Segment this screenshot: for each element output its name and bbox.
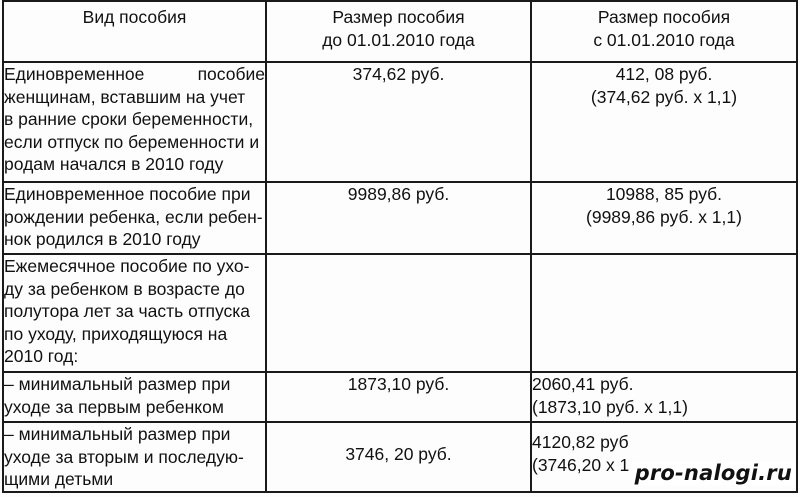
benefit-type-cell <box>3 422 266 492</box>
cell-line: ду за ребенком в возрасте до <box>4 278 245 299</box>
header-line: с 01.01.2010 года <box>593 29 735 50</box>
cell-line: рождении ребенка, если ребен- <box>4 206 263 227</box>
cell-line: родам начался в 2010 году <box>4 154 224 174</box>
cell-line: – минимальный размер при <box>4 374 231 394</box>
cell-line: 3746, 20 руб. <box>345 444 452 464</box>
cell-line: уходе за вторым и последую- <box>4 446 244 467</box>
cell-line: 2060,41 руб. <box>532 374 634 394</box>
amount-after-cell <box>531 62 797 182</box>
cell-line: полутора лет за часть отпуска <box>4 301 251 321</box>
cell-line: уходе за первым ребенком <box>4 396 224 417</box>
cell-line: 1873,10 руб. <box>347 374 450 394</box>
amount-after-cell <box>531 182 797 254</box>
cell-line: 4120,82 руб <box>532 432 629 452</box>
cell-line: нок родился в 2010 году <box>4 229 201 249</box>
header-amount-after <box>531 1 797 62</box>
amount-after-cell <box>531 372 797 422</box>
cell-line: – минимальный размер при <box>4 424 231 444</box>
header-line: Вид пособия <box>82 7 187 27</box>
header-benefit-type <box>3 1 266 62</box>
cell-line: Единовременное пособие <box>4 64 265 84</box>
cell-line: 2010 год: <box>4 346 79 366</box>
cell-line: (374,62 руб. х 1,1) <box>590 86 738 107</box>
amount-before-cell <box>266 254 531 372</box>
table-header-row <box>3 1 797 62</box>
cell-line: (9989,86 руб. х 1,1) <box>586 206 742 227</box>
header-line: до 01.01.2010 года <box>322 29 475 50</box>
table-row <box>3 372 797 422</box>
amount-before-cell <box>266 372 531 422</box>
cell-line: 9989,86 руб. <box>347 184 450 204</box>
table-row <box>3 254 797 372</box>
cell-line: женщинам, вставшим на учет <box>4 86 246 107</box>
cell-line: Ежемесячное пособие по ухо- <box>4 256 250 276</box>
cell-line: (1873,10 руб. х 1,1) <box>532 396 688 417</box>
table-row <box>3 62 797 182</box>
benefit-type-cell <box>3 372 266 422</box>
cell-line: щими детьми <box>4 469 114 489</box>
cell-line: Единовременное пособие при <box>4 184 251 204</box>
cell-line: 10988, 85 руб. <box>605 184 723 204</box>
benefit-type-cell <box>3 254 266 372</box>
benefits-table <box>2 0 798 493</box>
header-amount-before <box>266 1 531 62</box>
watermark-logo: pro-nalogi.ru <box>634 461 792 485</box>
amount-after-cell <box>531 254 797 372</box>
header-line: Размер пособия <box>332 7 465 27</box>
cell-line: 374,62 руб. <box>352 64 445 84</box>
amount-before-cell <box>266 422 531 492</box>
cell-line: если отпуск по беременности и <box>4 131 260 152</box>
header-line: Размер пособия <box>597 7 731 27</box>
cell-line: в ранние сроки беременности, <box>4 109 254 129</box>
cell-line: по уходу, приходящуюся на <box>4 323 228 344</box>
amount-before-cell <box>266 182 531 254</box>
cell-line: (3746,20 х 1 <box>532 454 630 475</box>
table-row <box>3 182 797 254</box>
amount-before-cell <box>266 62 531 182</box>
benefit-type-cell <box>3 182 266 254</box>
cell-line: 412, 08 руб. <box>615 64 713 84</box>
benefit-type-cell <box>3 62 266 182</box>
